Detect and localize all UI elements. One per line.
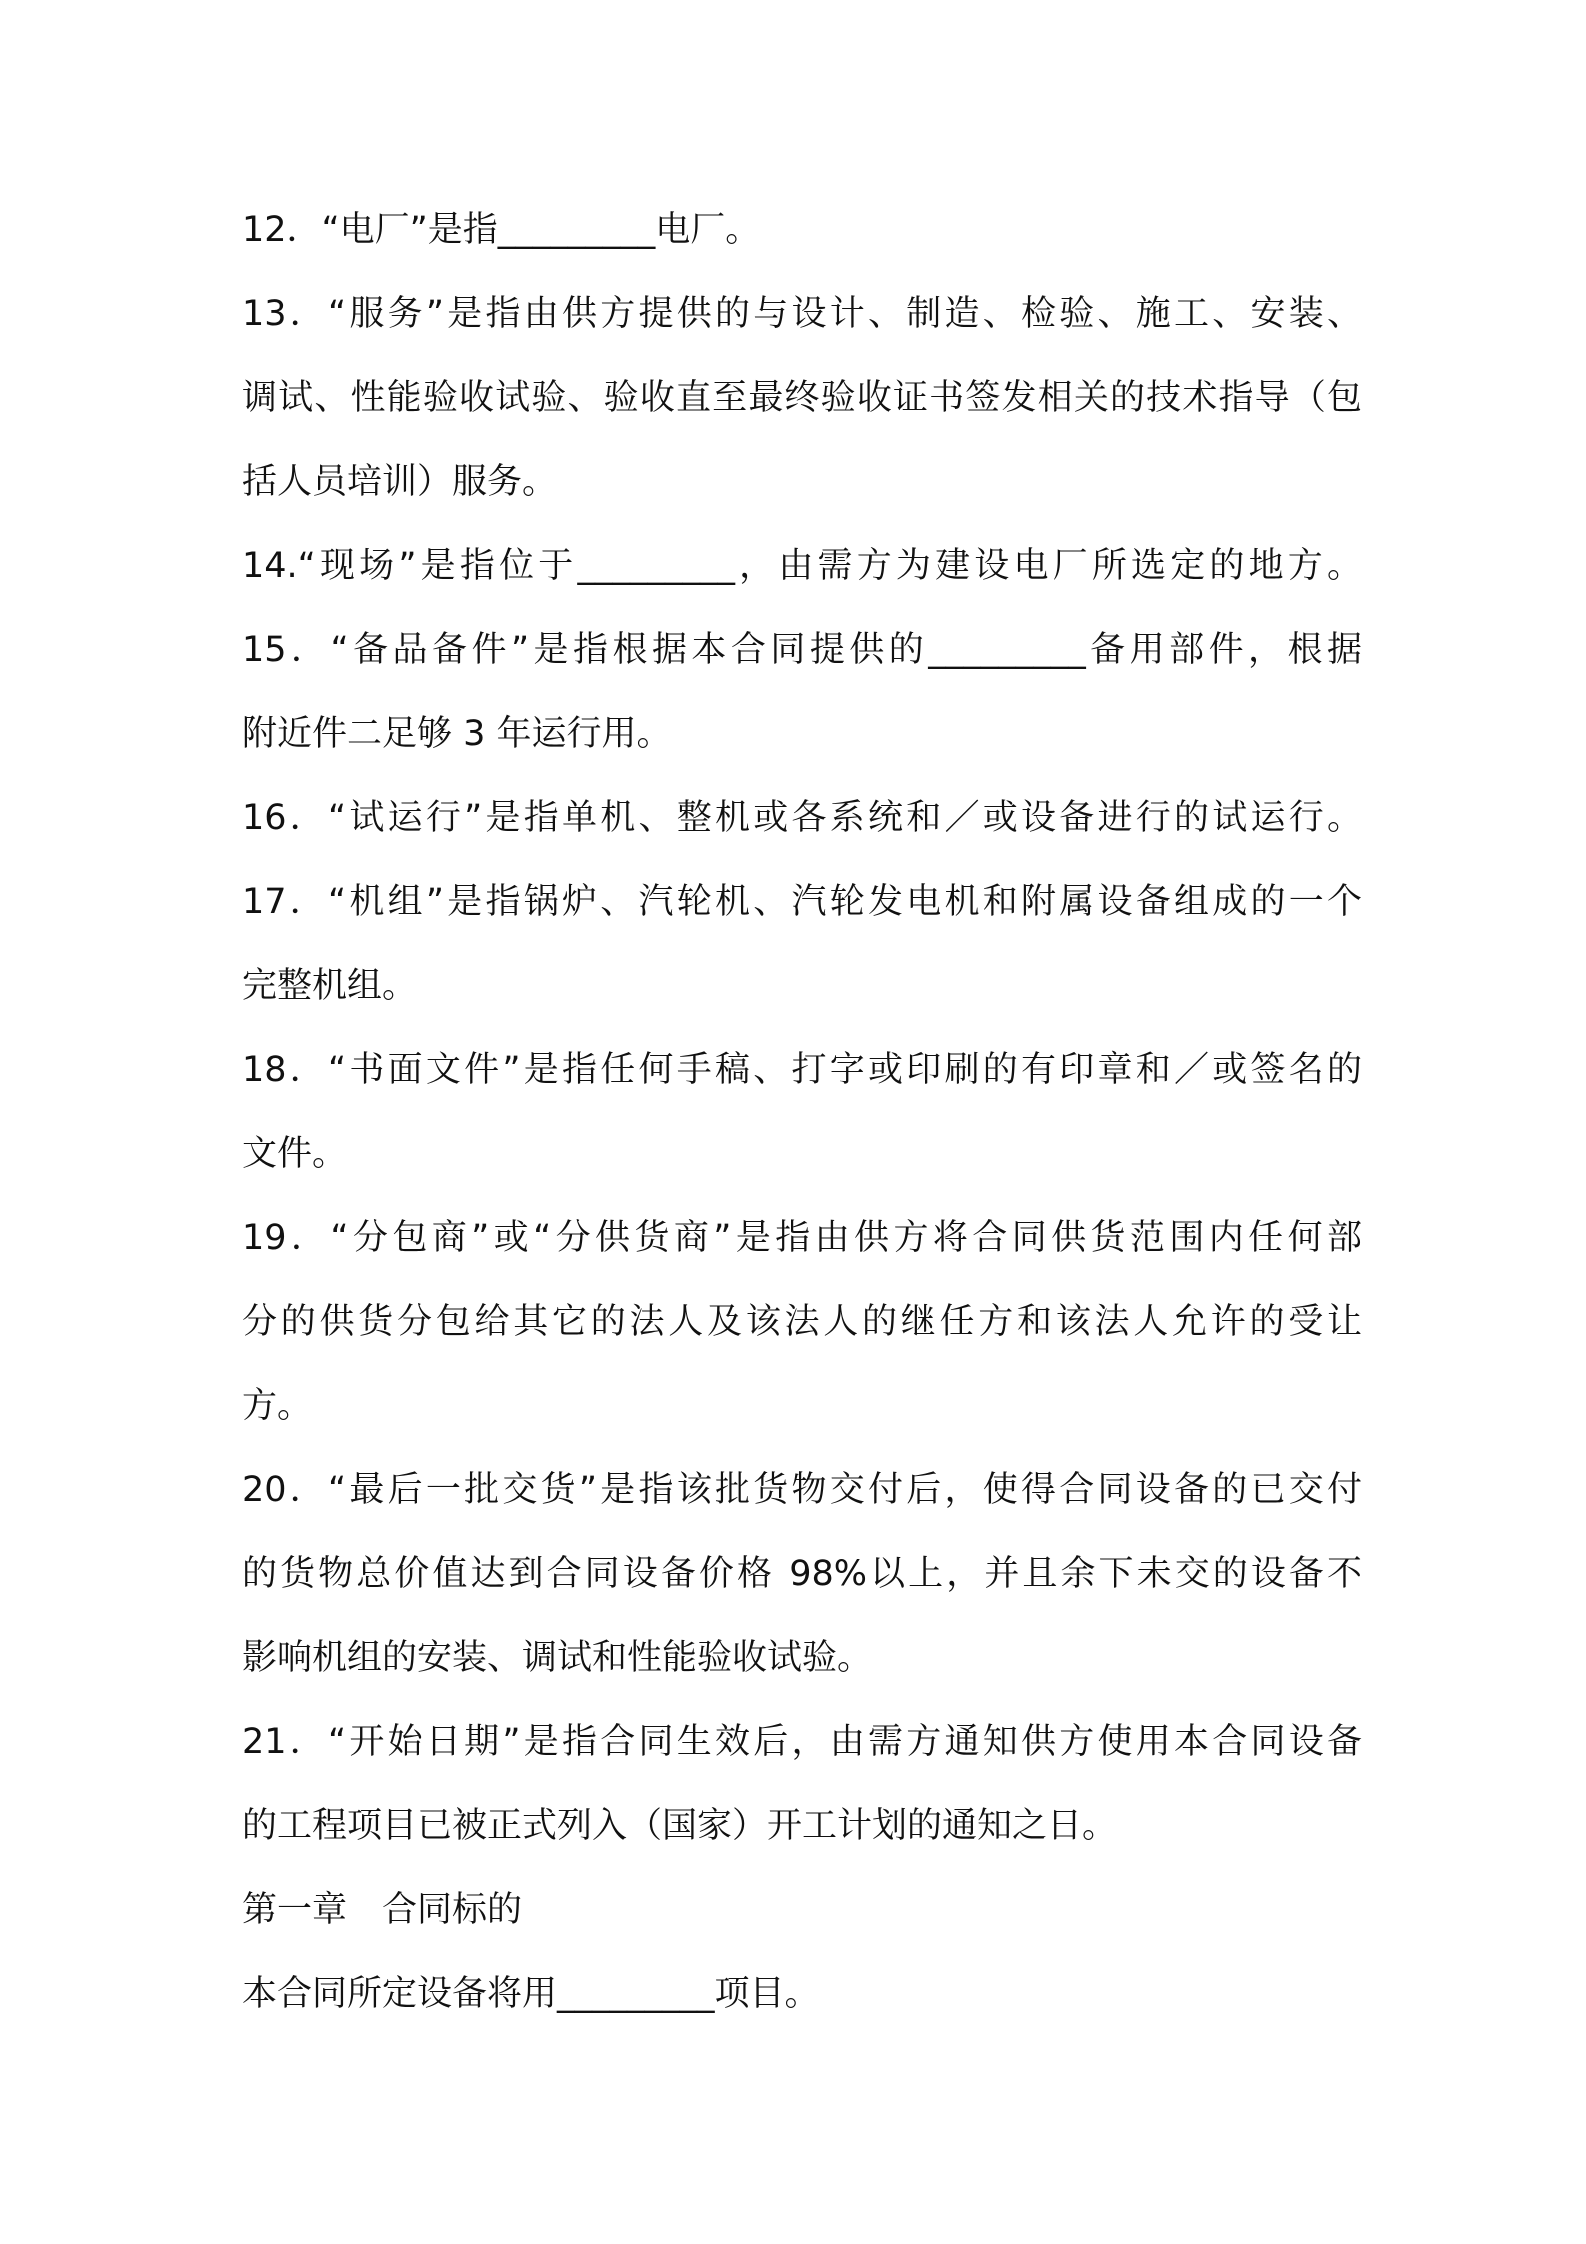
text-line: 括人员培训）服务。 bbox=[242, 462, 558, 502]
chapter-heading: 第一章 合同标的 bbox=[242, 1890, 523, 1930]
text-line: 影响机组的安装、调试和性能验收试验。 bbox=[242, 1638, 873, 1678]
text-line: 12．“电厂”是指_________电厂。 bbox=[242, 210, 761, 250]
text-line: 附近件二足够 3 年运行用。 bbox=[242, 714, 672, 754]
text-line: 20．“最后一批交货”是指该批货物交付后，使得合同设备的已交付 bbox=[242, 1470, 1362, 1510]
text-line: 文件。 bbox=[242, 1134, 348, 1174]
text-line: 19．“分包商”或“分供货商”是指由供方将合同供货范围内任何部 bbox=[242, 1218, 1362, 1258]
text-line: 分的供货分包给其它的法人及该法人的继任方和该法人允许的受让 bbox=[242, 1302, 1362, 1342]
text-line: 的工程项目已被正式列入（国家）开工计划的通知之日。 bbox=[242, 1806, 1118, 1846]
text-line: 15．“备品备件”是指根据本合同提供的_________备用部件，根据 bbox=[242, 630, 1362, 670]
text-line: 调试、性能验收试验、验收直至最终验收证书签发相关的技术指导（包 bbox=[242, 378, 1362, 418]
document-body bbox=[242, 198, 1362, 2046]
text-line: 的货物总价值达到合同设备价格 98%以上，并且余下未交的设备不 bbox=[242, 1554, 1362, 1594]
text-line: 16．“试运行”是指单机、整机或各系统和／或设备进行的试运行。 bbox=[242, 798, 1362, 838]
text-line: 18．“书面文件”是指任何手稿、打字或印刷的有印章和／或签名的 bbox=[242, 1050, 1362, 1090]
text-line: 本合同所定设备将用_________项目。 bbox=[242, 1974, 820, 2014]
text-line: 13．“服务”是指由供方提供的与设计、制造、检验、施工、安装、 bbox=[242, 294, 1362, 334]
text-line: 21．“开始日期”是指合同生效后，由需方通知供方使用本合同设备 bbox=[242, 1722, 1362, 1762]
text-line: 方。 bbox=[242, 1386, 313, 1426]
text-line: 14.“现场”是指位于_________，由需方为建设电厂所选定的地方。 bbox=[242, 546, 1362, 586]
text-line: 完整机组。 bbox=[242, 966, 418, 1006]
text-line: 17．“机组”是指锅炉、汽轮机、汽轮发电机和附属设备组成的一个 bbox=[242, 882, 1362, 922]
